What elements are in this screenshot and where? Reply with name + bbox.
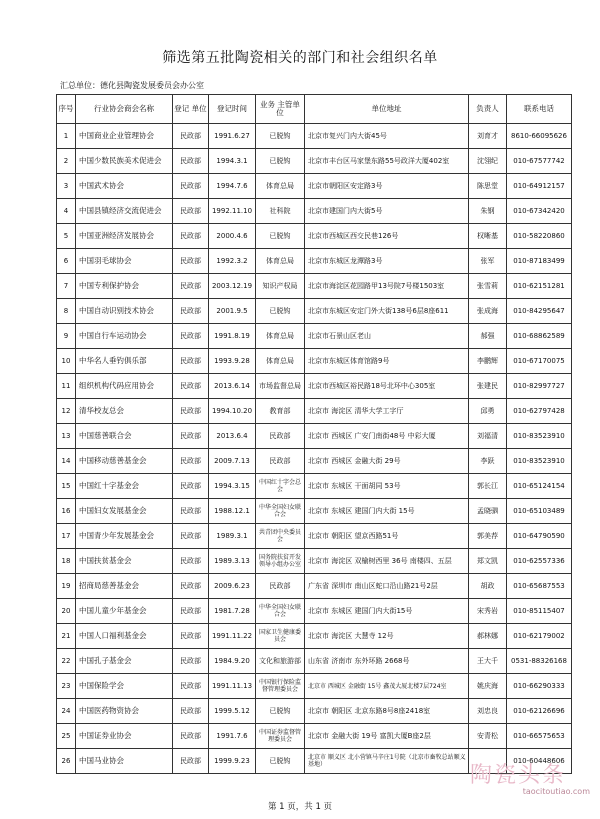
cell-supervisor: 民政部	[256, 449, 305, 474]
table-row	[57, 299, 572, 324]
cell-name: 清华校友总会	[76, 399, 173, 424]
cell-registrar: 民政部	[173, 499, 209, 524]
table-row	[57, 699, 572, 724]
cell-seq: 8	[57, 299, 76, 324]
cell-person: 李鹏辉	[469, 349, 507, 374]
cell-name: 中国羽毛球协会	[76, 249, 173, 274]
cell-reg-date: 1994.3.15	[209, 474, 256, 499]
cell-registrar: 民政部	[173, 624, 209, 649]
cell-supervisor: 已脱钩	[256, 749, 305, 774]
cell-person: 张建民	[469, 374, 507, 399]
cell-phone: 010-67342420	[507, 199, 572, 224]
cell-address: 北京市丰台区马家堡东路55号政洋大厦402室	[305, 149, 469, 174]
cell-person: 郭美荐	[469, 524, 507, 549]
cell-address: 北京市 东城区 建国门内大街15号	[305, 599, 469, 624]
cell-person: 张军	[469, 249, 507, 274]
cell-supervisor: 国务院扶贫开发领导小组办公室	[256, 549, 305, 574]
cell-reg-date: 1992.11.10	[209, 199, 256, 224]
cell-address: 北京市 东城区 干面胡同 53号	[305, 474, 469, 499]
cell-supervisor: 已脱钩	[256, 149, 305, 174]
cell-reg-date: 1999.5.12	[209, 699, 256, 724]
cell-phone: 010-62557336	[507, 549, 572, 574]
cell-supervisor: 中华全国妇女联合会	[256, 499, 305, 524]
cell-phone: 010-83523910	[507, 424, 572, 449]
cell-reg-date: 1991.6.27	[209, 124, 256, 149]
watermark-url: taocitoutiao.com	[522, 787, 590, 796]
cell-person: 郑文凯	[469, 549, 507, 574]
header-person: 负责人	[469, 95, 507, 124]
table-row	[57, 474, 572, 499]
cell-address: 北京市西城区裕民路18号北环中心305室	[305, 374, 469, 399]
cell-supervisor: 已脱钩	[256, 224, 305, 249]
cell-phone: 010-64912157	[507, 174, 572, 199]
cell-phone: 010-65103489	[507, 499, 572, 524]
cell-seq: 23	[57, 674, 76, 699]
cell-person: 李跃	[469, 449, 507, 474]
cell-reg-date: 1984.9.20	[209, 649, 256, 674]
cell-phone: 010-67170075	[507, 349, 572, 374]
table-row	[57, 399, 572, 424]
cell-supervisor: 教育部	[256, 399, 305, 424]
cell-phone: 010-60448606	[507, 749, 572, 774]
cell-registrar: 民政部	[173, 649, 209, 674]
header-supervisor: 业务 主管单位	[256, 95, 305, 124]
cell-name: 中国专利保护协会	[76, 274, 173, 299]
table-row	[57, 124, 572, 149]
cell-seq: 1	[57, 124, 76, 149]
page-title: 筛选第五批陶瓷相关的部门和社会组织名单	[162, 50, 438, 66]
cell-person: 王大千	[469, 649, 507, 674]
cell-registrar: 民政部	[173, 449, 209, 474]
cell-address: 北京市东城区龙潭路3号	[305, 249, 469, 274]
cell-reg-date: 1981.7.28	[209, 599, 256, 624]
cell-seq: 13	[57, 424, 76, 449]
page-footer: 第 1 页，共 1 页	[267, 802, 333, 812]
cell-address: 北京市 东城区 建国门内大街 15号	[305, 499, 469, 524]
cell-registrar: 民政部	[173, 599, 209, 624]
summary-line: 汇总单位：德化县陶瓷发展委员会办公室	[60, 81, 204, 90]
cell-registrar: 民政部	[173, 174, 209, 199]
cell-person: 权晰基	[469, 224, 507, 249]
cell-registrar: 民政部	[173, 674, 209, 699]
cell-person: 郝林娜	[469, 624, 507, 649]
cell-name: 中国亚洲经济发展协会	[76, 224, 173, 249]
organization-table	[56, 94, 572, 774]
cell-registrar: 民政部	[173, 349, 209, 374]
cell-supervisor: 市场监督总局	[256, 374, 305, 399]
cell-reg-date: 1999.9.23	[209, 749, 256, 774]
cell-address: 北京市海淀区花园路甲13号院7号楼1503室	[305, 274, 469, 299]
cell-person: 刘忠良	[469, 699, 507, 724]
cell-reg-date: 1991.11.13	[209, 674, 256, 699]
cell-name: 中国移动慈善基金会	[76, 449, 173, 474]
header-address: 单位地址	[305, 95, 469, 124]
cell-seq: 10	[57, 349, 76, 374]
cell-phone: 010-66575653	[507, 724, 572, 749]
cell-phone: 010-87183499	[507, 249, 572, 274]
cell-address: 北京市 朝阳区 望京西路51号	[305, 524, 469, 549]
cell-address: 北京市 西城区 金融街 15号 鑫茂大厦北楼7层724室	[305, 674, 469, 699]
table-row	[57, 599, 572, 624]
table-row	[57, 174, 572, 199]
cell-phone: 010-82997727	[507, 374, 572, 399]
cell-person: 姚庆海	[469, 674, 507, 699]
cell-reg-date: 2003.12.19	[209, 274, 256, 299]
cell-name: 中国青少年发展基金会	[76, 524, 173, 549]
cell-phone: 8610-66095626	[507, 124, 572, 149]
cell-person: 沈翎纪	[469, 149, 507, 174]
cell-name: 中国孔子基金会	[76, 649, 173, 674]
cell-supervisor: 中国证券监督管理委员会	[256, 724, 305, 749]
cell-person: 陈思堂	[469, 174, 507, 199]
cell-name: 中国儿童少年基金会	[76, 599, 173, 624]
cell-address: 广东省 深圳市 南山区蛇口沿山路21号2层	[305, 574, 469, 599]
table-row	[57, 199, 572, 224]
cell-registrar: 民政部	[173, 299, 209, 324]
cell-reg-date: 1994.3.1	[209, 149, 256, 174]
cell-registrar: 民政部	[173, 399, 209, 424]
cell-address: 北京市 西城区 广安门南街48号 中彩大厦	[305, 424, 469, 449]
cell-name: 中国县镇经济交流促进会	[76, 199, 173, 224]
cell-address: 北京市 朝阳区 北京东路8号8座2418室	[305, 699, 469, 724]
cell-person: 张成海	[469, 299, 507, 324]
cell-supervisor: 中国红十字会总会	[256, 474, 305, 499]
cell-registrar: 民政部	[173, 249, 209, 274]
cell-seq: 20	[57, 599, 76, 624]
cell-name: 中国扶贫基金会	[76, 549, 173, 574]
header-phone: 联系电话	[507, 95, 572, 124]
cell-address: 北京市东城区体育馆路9号	[305, 349, 469, 374]
cell-seq: 22	[57, 649, 76, 674]
cell-seq: 7	[57, 274, 76, 299]
cell-reg-date: 1994.7.6	[209, 174, 256, 199]
cell-phone: 010-85115407	[507, 599, 572, 624]
cell-supervisor: 中华全国妇女联合会	[256, 599, 305, 624]
table-row	[57, 524, 572, 549]
table-row	[57, 574, 572, 599]
table-row	[57, 674, 572, 699]
cell-supervisor: 文化和旅游部	[256, 649, 305, 674]
cell-seq: 2	[57, 149, 76, 174]
cell-supervisor: 体育总局	[256, 324, 305, 349]
table-row	[57, 649, 572, 674]
cell-name: 中国保险学会	[76, 674, 173, 699]
cell-seq: 18	[57, 549, 76, 574]
cell-seq: 24	[57, 699, 76, 724]
table-row	[57, 424, 572, 449]
cell-name: 中国证券业协会	[76, 724, 173, 749]
cell-registrar: 民政部	[173, 424, 209, 449]
cell-supervisor: 体育总局	[256, 249, 305, 274]
cell-registrar: 民政部	[173, 749, 209, 774]
cell-reg-date: 2009.6.23	[209, 574, 256, 599]
table-row	[57, 349, 572, 374]
cell-supervisor: 已脱钩	[256, 124, 305, 149]
cell-phone: 010-68862589	[507, 324, 572, 349]
cell-supervisor: 国家卫生健康委员会	[256, 624, 305, 649]
cell-seq: 26	[57, 749, 76, 774]
table-row	[57, 374, 572, 399]
cell-registrar: 民政部	[173, 324, 209, 349]
cell-person: 刘福清	[469, 424, 507, 449]
cell-seq: 14	[57, 449, 76, 474]
header-reg-date: 登记时间	[209, 95, 256, 124]
cell-address: 北京市 金融大街 19号 富凯大厦B座2层	[305, 724, 469, 749]
cell-reg-date: 1991.11.22	[209, 624, 256, 649]
table-row	[57, 724, 572, 749]
table-row	[57, 149, 572, 174]
cell-supervisor: 民政部	[256, 574, 305, 599]
cell-person: 邱勇	[469, 399, 507, 424]
cell-person: 朱钢	[469, 199, 507, 224]
cell-reg-date: 2013.6.14	[209, 374, 256, 399]
cell-reg-date: 1991.8.19	[209, 324, 256, 349]
cell-seq: 9	[57, 324, 76, 349]
cell-reg-date: 1989.3.13	[209, 549, 256, 574]
cell-registrar: 民政部	[173, 124, 209, 149]
cell-person: 郭长江	[469, 474, 507, 499]
cell-registrar: 民政部	[173, 474, 209, 499]
cell-reg-date: 1992.3.2	[209, 249, 256, 274]
cell-address: 北京市石景山区老山	[305, 324, 469, 349]
cell-address: 北京市复兴门内大街45号	[305, 124, 469, 149]
cell-seq: 15	[57, 474, 76, 499]
cell-supervisor: 已脱钩	[256, 699, 305, 724]
cell-name: 中国医药物资协会	[76, 699, 173, 724]
watermark-logo-text: 陶瓷头条	[470, 763, 567, 788]
cell-supervisor: 中国银行保险监督管理委员会	[256, 674, 305, 699]
cell-person: 宋秀岩	[469, 599, 507, 624]
cell-phone: 010-65124154	[507, 474, 572, 499]
table-row	[57, 249, 572, 274]
cell-registrar: 民政部	[173, 374, 209, 399]
cell-phone: 010-62151281	[507, 274, 572, 299]
cell-phone: 010-67577742	[507, 149, 572, 174]
cell-phone: 010-62797428	[507, 399, 572, 424]
cell-supervisor: 已脱钩	[256, 299, 305, 324]
cell-reg-date: 1991.7.6	[209, 724, 256, 749]
header-seq: 序号	[57, 95, 76, 124]
cell-address: 北京市朝阳区安定路3号	[305, 174, 469, 199]
cell-supervisor: 民政部	[256, 424, 305, 449]
cell-reg-date: 2000.4.6	[209, 224, 256, 249]
cell-name: 中国人口福利基金会	[76, 624, 173, 649]
cell-phone: 010-65687553	[507, 574, 572, 599]
cell-name: 组织机构代码应用协会	[76, 374, 173, 399]
table-row	[57, 274, 572, 299]
cell-name: 中国武术协会	[76, 174, 173, 199]
cell-seq: 5	[57, 224, 76, 249]
cell-registrar: 民政部	[173, 199, 209, 224]
cell-phone: 010-58220860	[507, 224, 572, 249]
cell-phone: 0531-88326168	[507, 649, 572, 674]
cell-registrar: 民政部	[173, 549, 209, 574]
cell-person: 张雪莉	[469, 274, 507, 299]
cell-registrar: 民政部	[173, 224, 209, 249]
table-row	[57, 499, 572, 524]
cell-seq: 25	[57, 724, 76, 749]
cell-reg-date: 1993.9.28	[209, 349, 256, 374]
table-row	[57, 224, 572, 249]
cell-seq: 21	[57, 624, 76, 649]
cell-registrar: 民政部	[173, 524, 209, 549]
cell-seq: 12	[57, 399, 76, 424]
cell-address: 北京市建国门内大街5号	[305, 199, 469, 224]
cell-reg-date: 1988.12.1	[209, 499, 256, 524]
cell-address: 北京市 海淀区 双榆树西里 36号 南楼四、五层	[305, 549, 469, 574]
cell-name: 招商局慈善基金会	[76, 574, 173, 599]
header-name: 行业协会商会名称	[76, 95, 173, 124]
cell-name: 中国商业企业管理协会	[76, 124, 173, 149]
cell-name: 中国妇女发展基金会	[76, 499, 173, 524]
cell-reg-date: 2009.7.13	[209, 449, 256, 474]
cell-name: 中国自动识别技术协会	[76, 299, 173, 324]
table-header-row	[57, 95, 572, 124]
cell-address: 北京市 海淀区 大慧寺 12号	[305, 624, 469, 649]
cell-seq: 6	[57, 249, 76, 274]
cell-registrar: 民政部	[173, 274, 209, 299]
cell-reg-date: 1994.10.20	[209, 399, 256, 424]
cell-supervisor: 共青团中央委员会	[256, 524, 305, 549]
cell-person: 孟晓驷	[469, 499, 507, 524]
cell-address: 山东省 济南市 东外环路 2668号	[305, 649, 469, 674]
cell-person: 刘育才	[469, 124, 507, 149]
cell-reg-date: 1989.3.1	[209, 524, 256, 549]
cell-phone: 010-64790590	[507, 524, 572, 549]
cell-seq: 16	[57, 499, 76, 524]
cell-name: 中国自行车运动协会	[76, 324, 173, 349]
cell-seq: 3	[57, 174, 76, 199]
cell-registrar: 民政部	[173, 149, 209, 174]
cell-supervisor: 体育总局	[256, 349, 305, 374]
header-registrar: 登记 单位	[173, 95, 209, 124]
cell-name: 中国红十字基金会	[76, 474, 173, 499]
cell-person: 郝强	[469, 324, 507, 349]
cell-address: 北京市 海淀区 清华大学工字厅	[305, 399, 469, 424]
table-row	[57, 624, 572, 649]
table-row	[57, 549, 572, 574]
cell-address: 北京市西城区西交民巷126号	[305, 224, 469, 249]
cell-registrar: 民政部	[173, 574, 209, 599]
cell-name: 中华名人垂钓俱乐部	[76, 349, 173, 374]
cell-supervisor: 体育总局	[256, 174, 305, 199]
cell-phone: 010-66290333	[507, 674, 572, 699]
cell-seq: 4	[57, 199, 76, 224]
cell-phone: 010-84295647	[507, 299, 572, 324]
cell-registrar: 民政部	[173, 724, 209, 749]
table-row	[57, 324, 572, 349]
cell-supervisor: 知识产权局	[256, 274, 305, 299]
cell-address: 北京市 顺义区 北小营镇马辛庄1号院（北京市畜牧总站顺义基地）	[305, 749, 469, 774]
cell-phone: 010-83523910	[507, 449, 572, 474]
table-row	[57, 449, 572, 474]
cell-phone: 010-62179002	[507, 624, 572, 649]
cell-name: 中国慈善联合会	[76, 424, 173, 449]
cell-reg-date: 2013.6.4	[209, 424, 256, 449]
cell-person: 安青松	[469, 724, 507, 749]
cell-seq: 17	[57, 524, 76, 549]
cell-seq: 11	[57, 374, 76, 399]
cell-address: 北京市 西城区 金融大街 29号	[305, 449, 469, 474]
cell-person: 胡政	[469, 574, 507, 599]
cell-name: 中国少数民族美术促进会	[76, 149, 173, 174]
cell-name: 中国马业协会	[76, 749, 173, 774]
cell-address: 北京市东城区安定门外大街138号6层8座611	[305, 299, 469, 324]
watermark	[470, 758, 590, 796]
cell-supervisor: 社科院	[256, 199, 305, 224]
cell-phone: 010-62126696	[507, 699, 572, 724]
cell-reg-date: 2001.9.5	[209, 299, 256, 324]
cell-registrar: 民政部	[173, 699, 209, 724]
cell-seq: 19	[57, 574, 76, 599]
